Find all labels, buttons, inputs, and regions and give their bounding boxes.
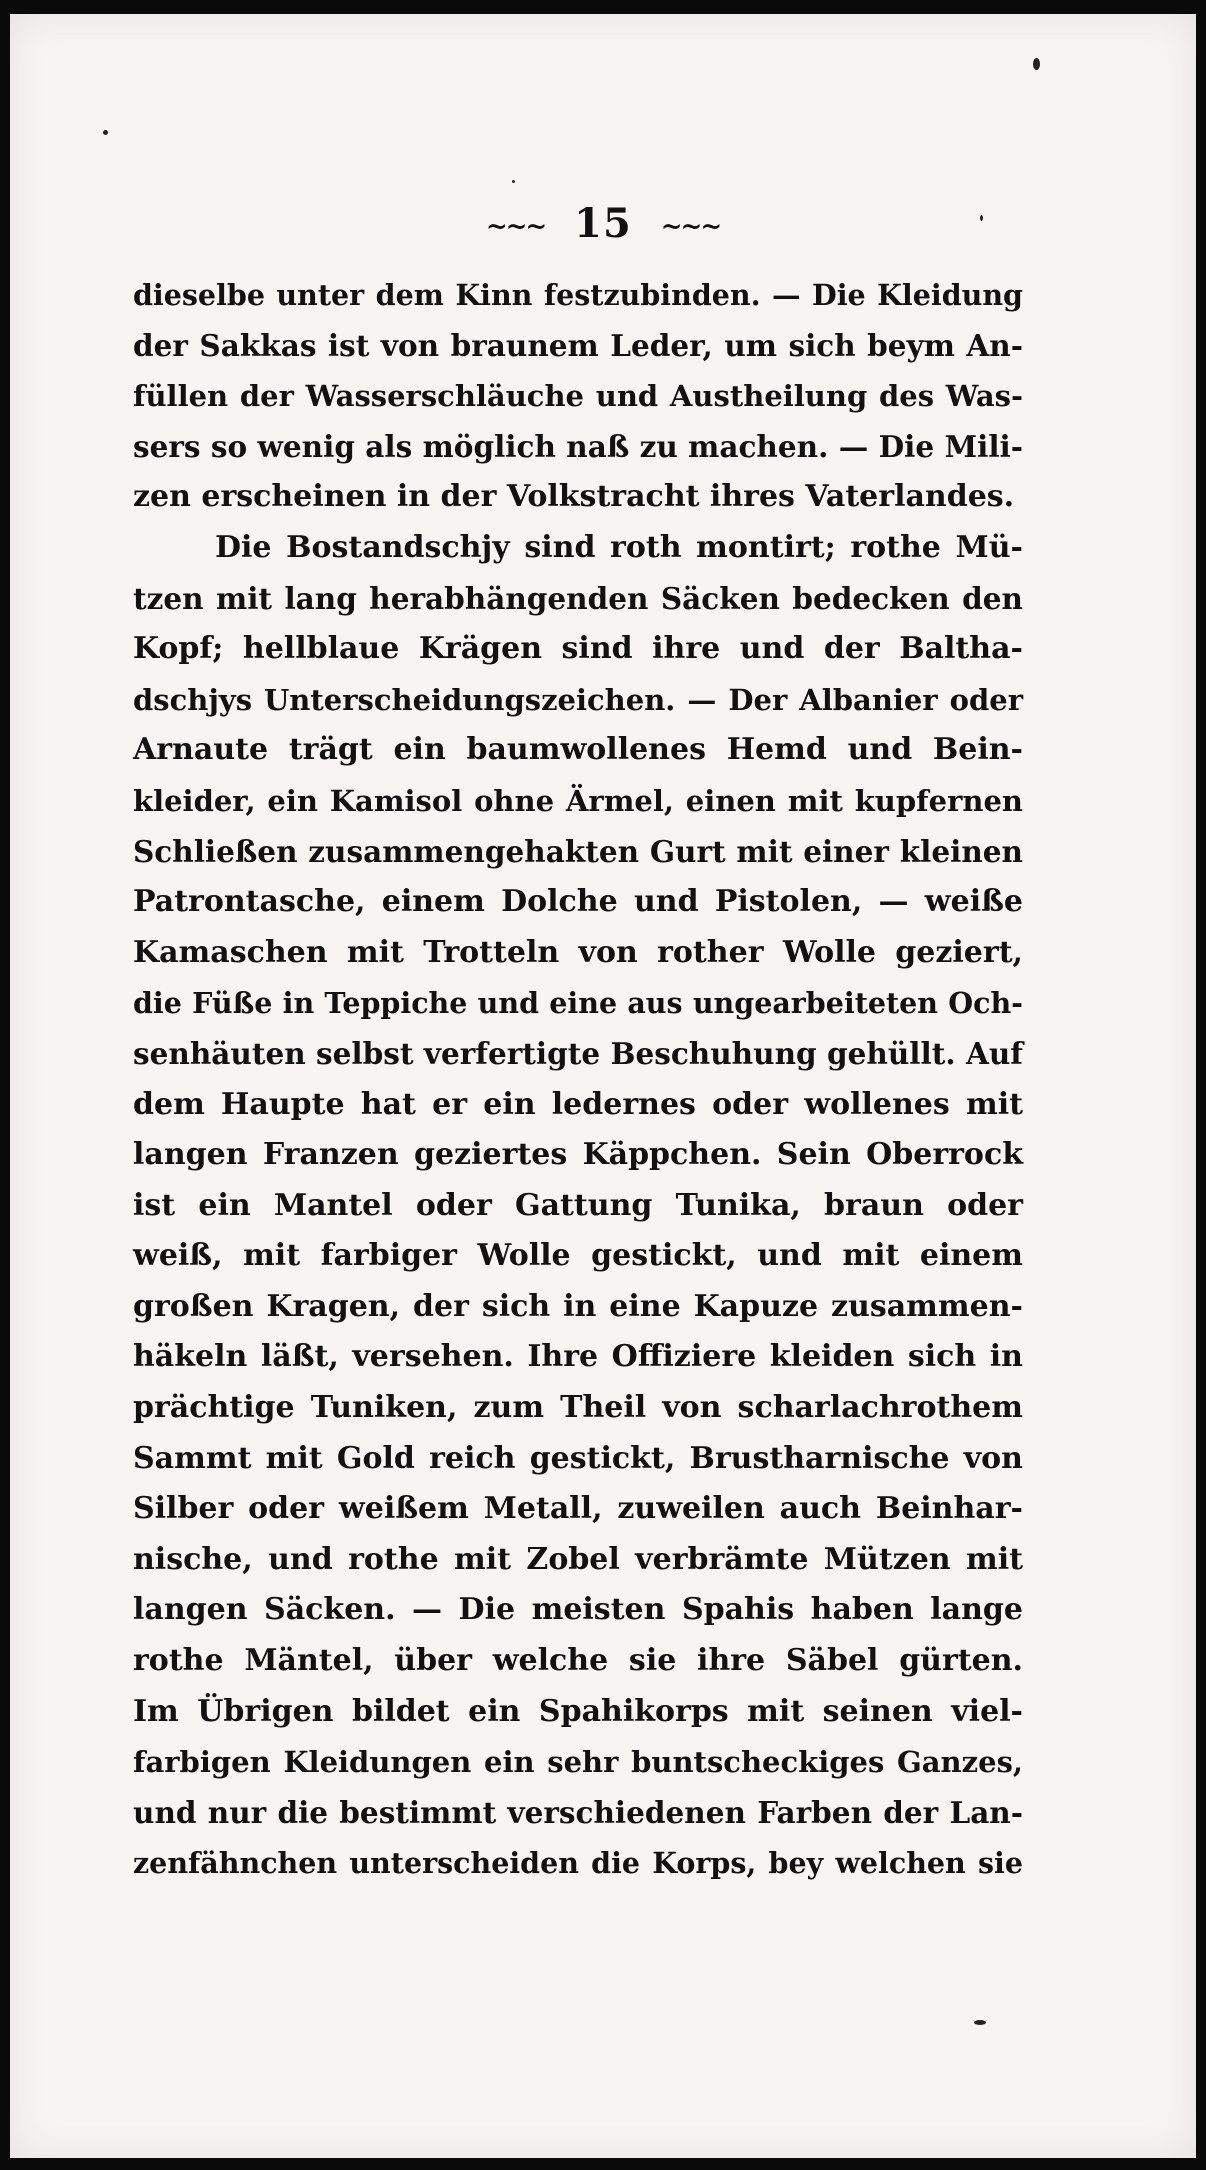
page-header (0, 200, 1206, 247)
text-line: Patrontasche, einem Dolche und Pistolen, — weiße (133, 884, 1023, 920)
text-line: die Füße in Teppiche und eine aus ungearbeiteten Och- (133, 986, 1023, 1021)
text-line: nische, und rothe mit Zobel verbrämte Mützen mit (133, 1541, 1023, 1577)
text-line: langen Säcken. — Die meisten Spahis haben lange (133, 1592, 1023, 1628)
scan-speck (1033, 58, 1040, 70)
scan-speck (974, 2020, 986, 2025)
text-line: sers so wenig als möglich naß zu machen. — Die Mili- (133, 428, 1023, 464)
text-line: Schließen zusammengehakten Gurt mit einer kleinen (133, 833, 1023, 869)
text-line: rothe Mäntel, über welche sie ihre Säbel gürten. (133, 1643, 1023, 1679)
text-line: langen Franzen geziertes Käppchen. Sein Oberrock (133, 1137, 1023, 1173)
text-line: Kopf; hellblaue Krägen sind ihre und der Baltha- (133, 631, 1023, 667)
text-line: zenfähnchen unterscheiden die Korps, bey welchen sie (133, 1846, 1023, 1881)
text-line: häkeln läßt, versehen. Ihre Offiziere kleiden sich in (133, 1339, 1023, 1375)
page-number: 15 (574, 200, 632, 247)
text-line: senhäuten selbst verfertigte Beschuhung gehüllt. Auf (133, 1035, 1023, 1071)
text-line: prächtige Tuniken, zum Theil von scharlachrothem (133, 1390, 1023, 1426)
text-line: Arnaute trägt ein baumwollenes Hemd und Bein- (133, 732, 1023, 768)
text-line: ist ein Mantel oder Gattung Tunika, braun oder (133, 1187, 1023, 1223)
text-line: der Sakkas ist von braunem Leder, um sich beym An- (133, 327, 1023, 363)
text-line: Kamaschen mit Trotteln von rother Wolle geziert, (133, 934, 1023, 970)
text-line: dieselbe unter dem Kinn festzubinden. — Die Kleidung (133, 278, 1023, 312)
text-line: Sammt mit Gold reich gestickt, Brustharnische von (133, 1440, 1023, 1476)
text-line: farbigen Kleidungen ein sehr buntscheckiges Ganzes, (133, 1745, 1023, 1780)
header-ornament-right: ~~~ (660, 212, 721, 242)
text-line: tzen mit lang herabhängenden Säcken bedecken den (133, 580, 1023, 616)
text-line: großen Kragen, der sich in eine Kapuze zusammen- (133, 1288, 1023, 1324)
scan-speck (512, 180, 515, 183)
scan-speck (103, 130, 108, 135)
text-line: zen erscheinen in der Volkstracht ihres Vaterlandes. (133, 479, 1015, 515)
header-ornament-left: ~~~ (485, 212, 546, 242)
text-line: kleider, ein Kamisol ohne Ärmel, einen mit kupfernen (133, 783, 1023, 818)
text-line: Im Übrigen bildet ein Spahikorps mit seinen viel- (133, 1693, 1023, 1729)
text-line: Silber oder weißem Metall, zuweilen auch Beinhar- (133, 1491, 1023, 1527)
text-line: dem Haupte hat er ein ledernes oder wollenes mit (133, 1086, 1023, 1122)
text-line: und nur die bestimmt verschiedenen Farben der Lan- (133, 1794, 1023, 1830)
text-line: dschjys Unterscheidungszeichen. — Der Albanier oder (133, 682, 1023, 717)
text-line: weiß, mit farbiger Wolle gestickt, und mit einem (133, 1238, 1023, 1274)
text-line: Die Bostandschjy sind roth montirt; rothe Mü- (215, 529, 1023, 565)
text-line: füllen der Wasserschläuche und Austheilung des Was- (133, 379, 1023, 414)
body-text (133, 270, 1023, 1889)
